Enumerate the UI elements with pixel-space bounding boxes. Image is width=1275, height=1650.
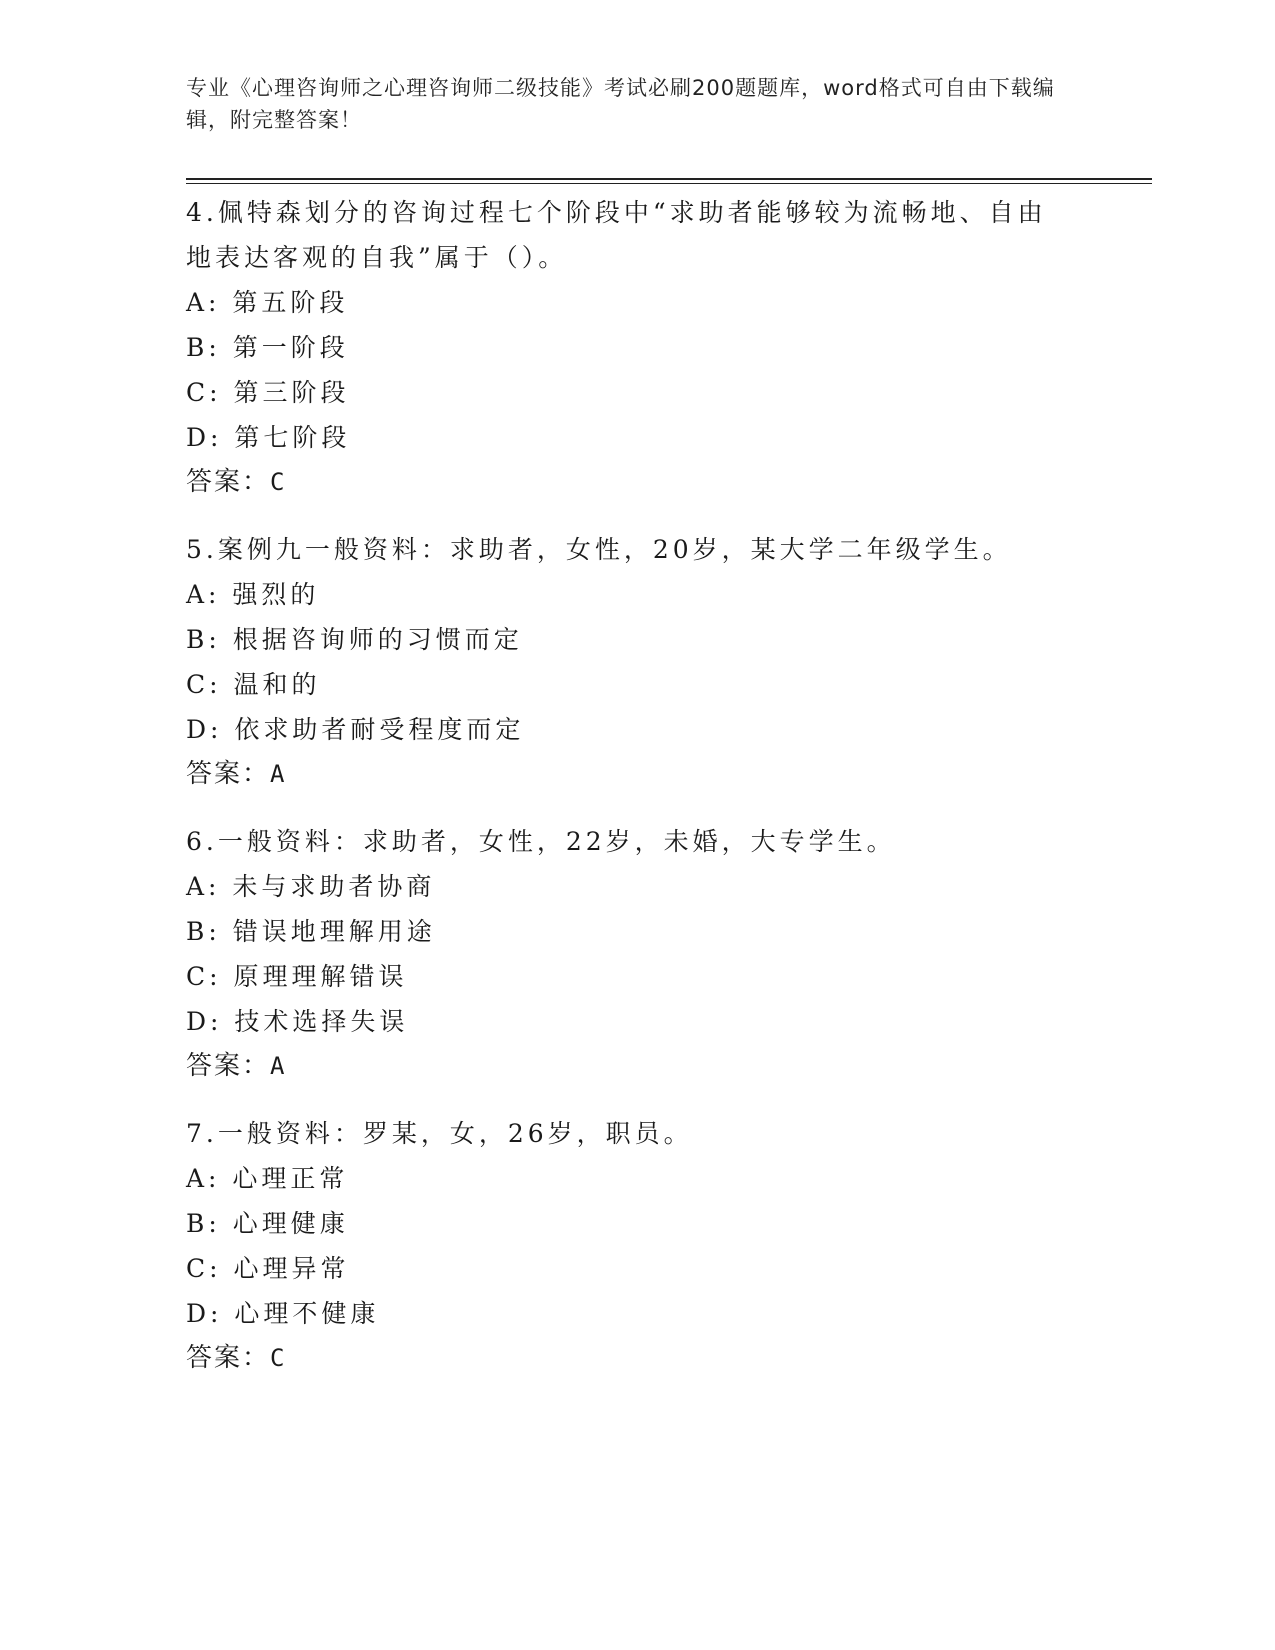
header-divider-thick bbox=[186, 178, 1152, 180]
option-b: B: 根据咨询师的习惯而定 bbox=[186, 625, 523, 654]
option-a: A: 未与求助者协商 bbox=[186, 872, 436, 901]
option-a: A: 强烈的 bbox=[186, 580, 320, 609]
question-item bbox=[186, 819, 1066, 1089]
question-list bbox=[186, 190, 1066, 1403]
option-c: C: 温和的 bbox=[186, 670, 321, 699]
question-item bbox=[186, 1111, 1066, 1381]
question-stem: 7.一般资料：罗某，女，26岁，职员。 bbox=[186, 1119, 693, 1148]
option-d: D: 第七阶段 bbox=[186, 423, 351, 452]
option-d: D: 心理不健康 bbox=[186, 1299, 380, 1328]
question-item bbox=[186, 527, 1066, 797]
option-b: B: 错误地理解用途 bbox=[186, 917, 436, 946]
answer-value: C bbox=[270, 1344, 287, 1372]
answer-line bbox=[186, 752, 1066, 797]
answer-value: A bbox=[270, 760, 287, 788]
option-c: C: 第三阶段 bbox=[186, 378, 350, 407]
answer-label: 答案： bbox=[186, 1343, 271, 1373]
option-a: A: 第五阶段 bbox=[186, 288, 349, 317]
question-stem: 6.一般资料：求助者，女性，22岁，未婚，大专学生。 bbox=[186, 827, 896, 856]
option-b: B: 心理健康 bbox=[186, 1209, 349, 1238]
document-header: 专业《心理咨询师之心理咨询师二级技能》考试必刷200题题库，word格式可自由下载编辑，附完整答案！ bbox=[186, 76, 1055, 132]
question-item bbox=[186, 190, 1066, 505]
answer-value: A bbox=[270, 1052, 287, 1080]
question-stem: 5.案例九一般资料：求助者，女性，20岁，某大学二年级学生。 bbox=[186, 535, 1012, 564]
question-stem: 4.佩特森划分的咨询过程七个阶段中“求助者能够较为流畅地、自由地表达客观的自我”属于（）。 bbox=[186, 198, 1047, 272]
answer-line bbox=[186, 1044, 1066, 1089]
answer-label: 答案： bbox=[186, 759, 271, 789]
answer-label: 答案： bbox=[186, 1051, 271, 1081]
option-c: C: 原理理解错误 bbox=[186, 962, 408, 991]
answer-label: 答案： bbox=[186, 467, 271, 497]
option-c: C: 心理异常 bbox=[186, 1254, 350, 1283]
option-d: D: 技术选择失误 bbox=[186, 1007, 409, 1036]
answer-line bbox=[186, 1336, 1066, 1381]
option-a: A: 心理正常 bbox=[186, 1164, 349, 1193]
header-divider-thin bbox=[186, 183, 1152, 184]
answer-value: C bbox=[270, 468, 287, 496]
option-d: D: 依求助者耐受程度而定 bbox=[186, 715, 525, 744]
option-b: B: 第一阶段 bbox=[186, 333, 349, 362]
answer-line bbox=[186, 460, 1066, 505]
